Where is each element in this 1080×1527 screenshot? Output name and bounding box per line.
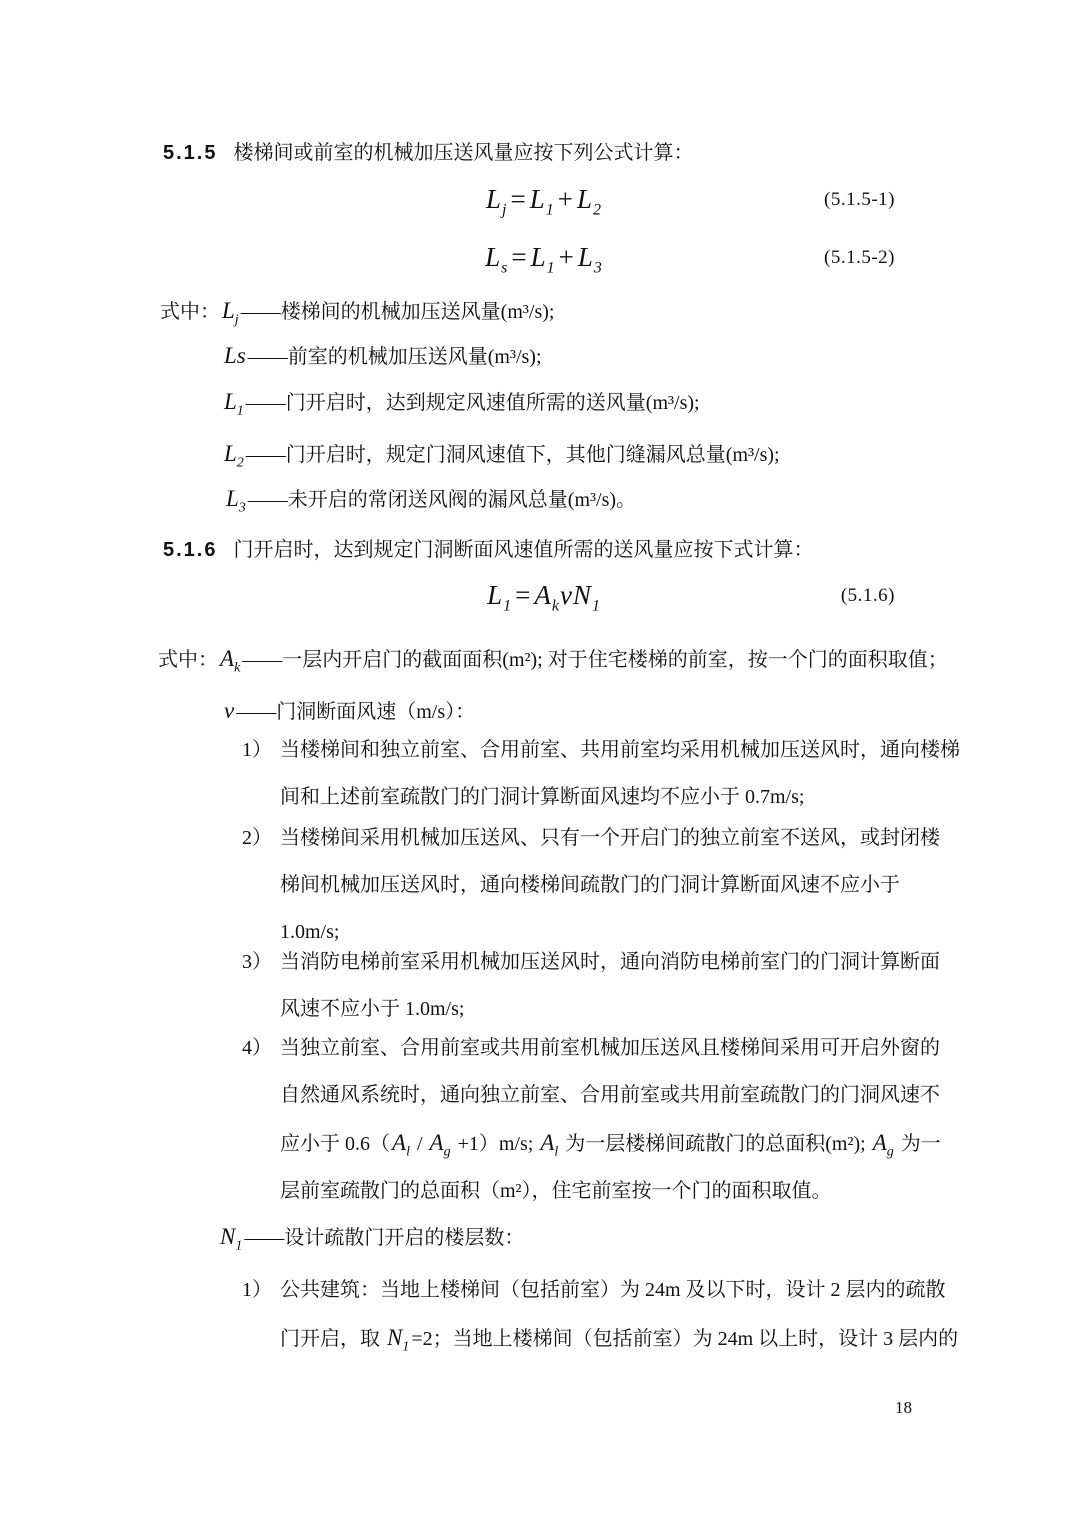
- list-item-3: [242, 939, 962, 1033]
- definition-n1: [218, 1213, 524, 1262]
- list-item-4: [242, 1025, 962, 1215]
- math-sub: j: [502, 201, 508, 219]
- list-line: 风速不应小于 1.0m/s;: [280, 998, 465, 1020]
- definition-lj: [160, 287, 554, 336]
- math-sub: l: [554, 1144, 559, 1160]
- def-text: 前室的机械加压送风量(m³/s);: [287, 346, 542, 368]
- item-text: 当消防电梯前室采用机械加压送风时，通向消防电梯前室门的门洞计算断面: [280, 951, 940, 973]
- definition-l2: [222, 430, 780, 479]
- math-var-al: [390, 1130, 412, 1160]
- definition-l3: [224, 475, 636, 524]
- equation-number: (5.1.6): [840, 584, 895, 606]
- math-var: L: [485, 242, 502, 272]
- formula-ls: [485, 242, 603, 277]
- math-var: L: [530, 242, 547, 272]
- item-number: 3）: [242, 951, 272, 973]
- math-sub: 1: [546, 259, 556, 277]
- section-number: 5.1.5: [163, 142, 218, 164]
- math-sub: 1: [591, 597, 601, 615]
- formula-l1: [487, 580, 601, 615]
- item-text: 为一: [895, 1133, 941, 1155]
- list-line-formula: [242, 1314, 962, 1363]
- list-line: 间和上述前室疏散门的门洞计算断面风速均不应小于 0.7m/s;: [280, 786, 805, 808]
- math-sub: 3: [593, 259, 603, 277]
- math-var: Ls: [224, 343, 246, 368]
- definition-ls: [222, 332, 542, 381]
- list-line: [242, 1267, 962, 1314]
- math-var-l1: [222, 389, 246, 419]
- equation-number: (5.1.5-2): [824, 246, 895, 268]
- math-sub: 2: [593, 201, 602, 219]
- def-text: 楼梯间的机械加压送风量(m³/s);: [280, 301, 555, 323]
- def-dash: ——: [242, 649, 283, 671]
- math-sub: 1: [236, 403, 244, 419]
- math-sub: g: [886, 1144, 894, 1160]
- item-number: 2）: [242, 827, 272, 849]
- item-text: =2；当地上楼梯间（包括前室）为 24m 以上时，设计 3 层内的: [411, 1328, 959, 1350]
- def-dash: ——: [247, 489, 288, 511]
- def-text: 设计疏散门开启的楼层数：: [284, 1227, 525, 1249]
- math-var: A: [872, 1130, 887, 1155]
- item-number: 1）: [242, 1279, 272, 1301]
- def-prefix: 式中：: [158, 649, 218, 671]
- def-dash: ——: [245, 444, 286, 466]
- math-op: =: [511, 242, 528, 272]
- item-text: 为一层楼梯间疏散门的总面积(m²);: [560, 1133, 871, 1155]
- math-var-n1: [218, 1224, 244, 1254]
- item-number: 4）: [242, 1037, 272, 1059]
- list-line: [242, 815, 962, 862]
- equation-5-1-5-1: [163, 184, 925, 219]
- math-var-v: [222, 698, 236, 723]
- item-text: 公共建筑：当地上楼梯间（包括前室）为 24m 及以下时，设计 2 层内的疏散: [280, 1279, 946, 1301]
- list-line: [242, 727, 962, 774]
- math-var-al: [538, 1130, 560, 1160]
- math-var-n1: [385, 1325, 411, 1355]
- def-text: 门开启时，达到规定风速值所需的送风量(m³/s);: [285, 392, 700, 414]
- section-title: 门开启时，达到规定门洞断面风速值所需的送风量应按下式计算：: [233, 539, 814, 561]
- def-dash: ——: [247, 346, 288, 368]
- item-text: 当楼梯间和独立前室、合用前室、共用前室均采用机械加压送风时，通向楼梯: [280, 739, 960, 761]
- equation-number: (5.1.5-1): [824, 188, 895, 210]
- math-var: L: [577, 242, 594, 272]
- def-dash: ——: [240, 301, 281, 323]
- list-item-1: [242, 727, 962, 821]
- item-text: /: [411, 1133, 428, 1155]
- math-var: L: [224, 441, 237, 466]
- math-var: A: [540, 1130, 555, 1155]
- list-line: 梯间机械加压送风时，通向楼梯间疏散门的门洞计算断面风速不应小于: [280, 874, 900, 896]
- math-var: N: [572, 580, 592, 610]
- equation-5-1-5-2: [163, 242, 925, 277]
- list-item-2: [242, 815, 962, 956]
- definition-l1: [222, 378, 700, 427]
- math-var: L: [529, 184, 546, 214]
- item-text: 当楼梯间采用机械加压送风、只有一个开启门的独立前室不送风，或封闭楼: [280, 827, 940, 849]
- math-var: L: [224, 389, 237, 414]
- math-var: L: [226, 486, 239, 511]
- math-sub: 1: [235, 1238, 243, 1254]
- math-var: L: [222, 298, 235, 323]
- math-var: N: [387, 1325, 403, 1350]
- list-line: 层前室疏散门的总面积（m²），住宅前室按一个门的面积取值。: [280, 1180, 832, 1202]
- page-number: 18: [895, 1398, 912, 1417]
- math-sub: 3: [238, 500, 246, 516]
- math-sub: 1: [503, 597, 513, 615]
- def-prefix: 式中：: [160, 301, 220, 323]
- math-op: =: [510, 184, 527, 214]
- section-5-1-6-heading: [163, 527, 813, 574]
- list-line-formula: [242, 1119, 962, 1168]
- definition-ak: [158, 635, 948, 684]
- def-text: 门开启时，规定门洞风速值下，其他门缝漏风总量(m³/s);: [285, 444, 780, 466]
- list-line: 1.0m/s;: [280, 921, 340, 943]
- math-var: A: [534, 580, 552, 610]
- math-op: +: [558, 242, 575, 272]
- math-var: A: [392, 1130, 407, 1155]
- math-sub: s: [501, 259, 509, 277]
- math-var-lj: [220, 298, 241, 328]
- math-sub: 2: [236, 455, 244, 471]
- list-line: [242, 1025, 962, 1072]
- math-var: A: [220, 646, 235, 671]
- math-var-l2: [222, 441, 246, 471]
- formula-lj: [485, 184, 602, 219]
- def-dash: ——: [236, 701, 277, 723]
- math-sub: j: [234, 312, 239, 328]
- math-var-ls: [222, 343, 248, 368]
- math-var: L: [485, 184, 503, 214]
- math-sub: k: [551, 597, 560, 615]
- def-dash: ——: [245, 392, 286, 414]
- math-sub: k: [234, 660, 241, 676]
- math-var-ag: [428, 1130, 453, 1160]
- math-op: =: [515, 580, 532, 610]
- section-5-1-5-heading: [163, 130, 693, 177]
- n1-list-item-1: [242, 1267, 962, 1363]
- item-number: 1）: [242, 739, 272, 761]
- math-var: N: [220, 1224, 236, 1249]
- equation-5-1-6: [163, 580, 925, 615]
- math-sub: g: [443, 1144, 451, 1160]
- def-text: 一层内开启门的截面面积(m²); 对于住宅楼梯的前室，按一个门的面积取值；: [282, 649, 948, 671]
- math-var: v: [224, 698, 235, 723]
- math-var-ag: [871, 1130, 896, 1160]
- item-text: +1）m/s;: [452, 1133, 539, 1155]
- list-line: [242, 939, 962, 986]
- math-op: +: [557, 184, 574, 214]
- math-var: L: [487, 580, 504, 610]
- def-dash: ——: [244, 1227, 285, 1249]
- item-text: 应小于 0.6（: [280, 1133, 390, 1155]
- math-sub: 1: [402, 1339, 410, 1355]
- math-sub: l: [406, 1144, 410, 1160]
- item-text: 当独立前室、合用前室或共用前室机械加压送风且楼梯间采用可开启外窗的: [280, 1037, 940, 1059]
- item-text: 门开启，取: [280, 1328, 385, 1350]
- math-var-ak: [218, 646, 242, 676]
- def-text: 门洞断面风速（m/s）：: [276, 701, 476, 723]
- math-var: L: [576, 184, 593, 214]
- section-title: 楼梯间或前室的机械加压送风量应按下列公式计算：: [233, 142, 694, 164]
- list-line: 自然通风系统时，通向独立前室、合用前室或共用前室疏散门的门洞风速不: [280, 1084, 940, 1106]
- math-sub: 1: [545, 201, 555, 219]
- math-var: v: [559, 580, 573, 610]
- math-var: A: [429, 1130, 444, 1155]
- math-var-l3: [224, 486, 248, 516]
- section-number: 5.1.6: [163, 539, 218, 561]
- def-text: 未开启的常闭送风阀的漏风总量(m³/s)。: [287, 489, 637, 511]
